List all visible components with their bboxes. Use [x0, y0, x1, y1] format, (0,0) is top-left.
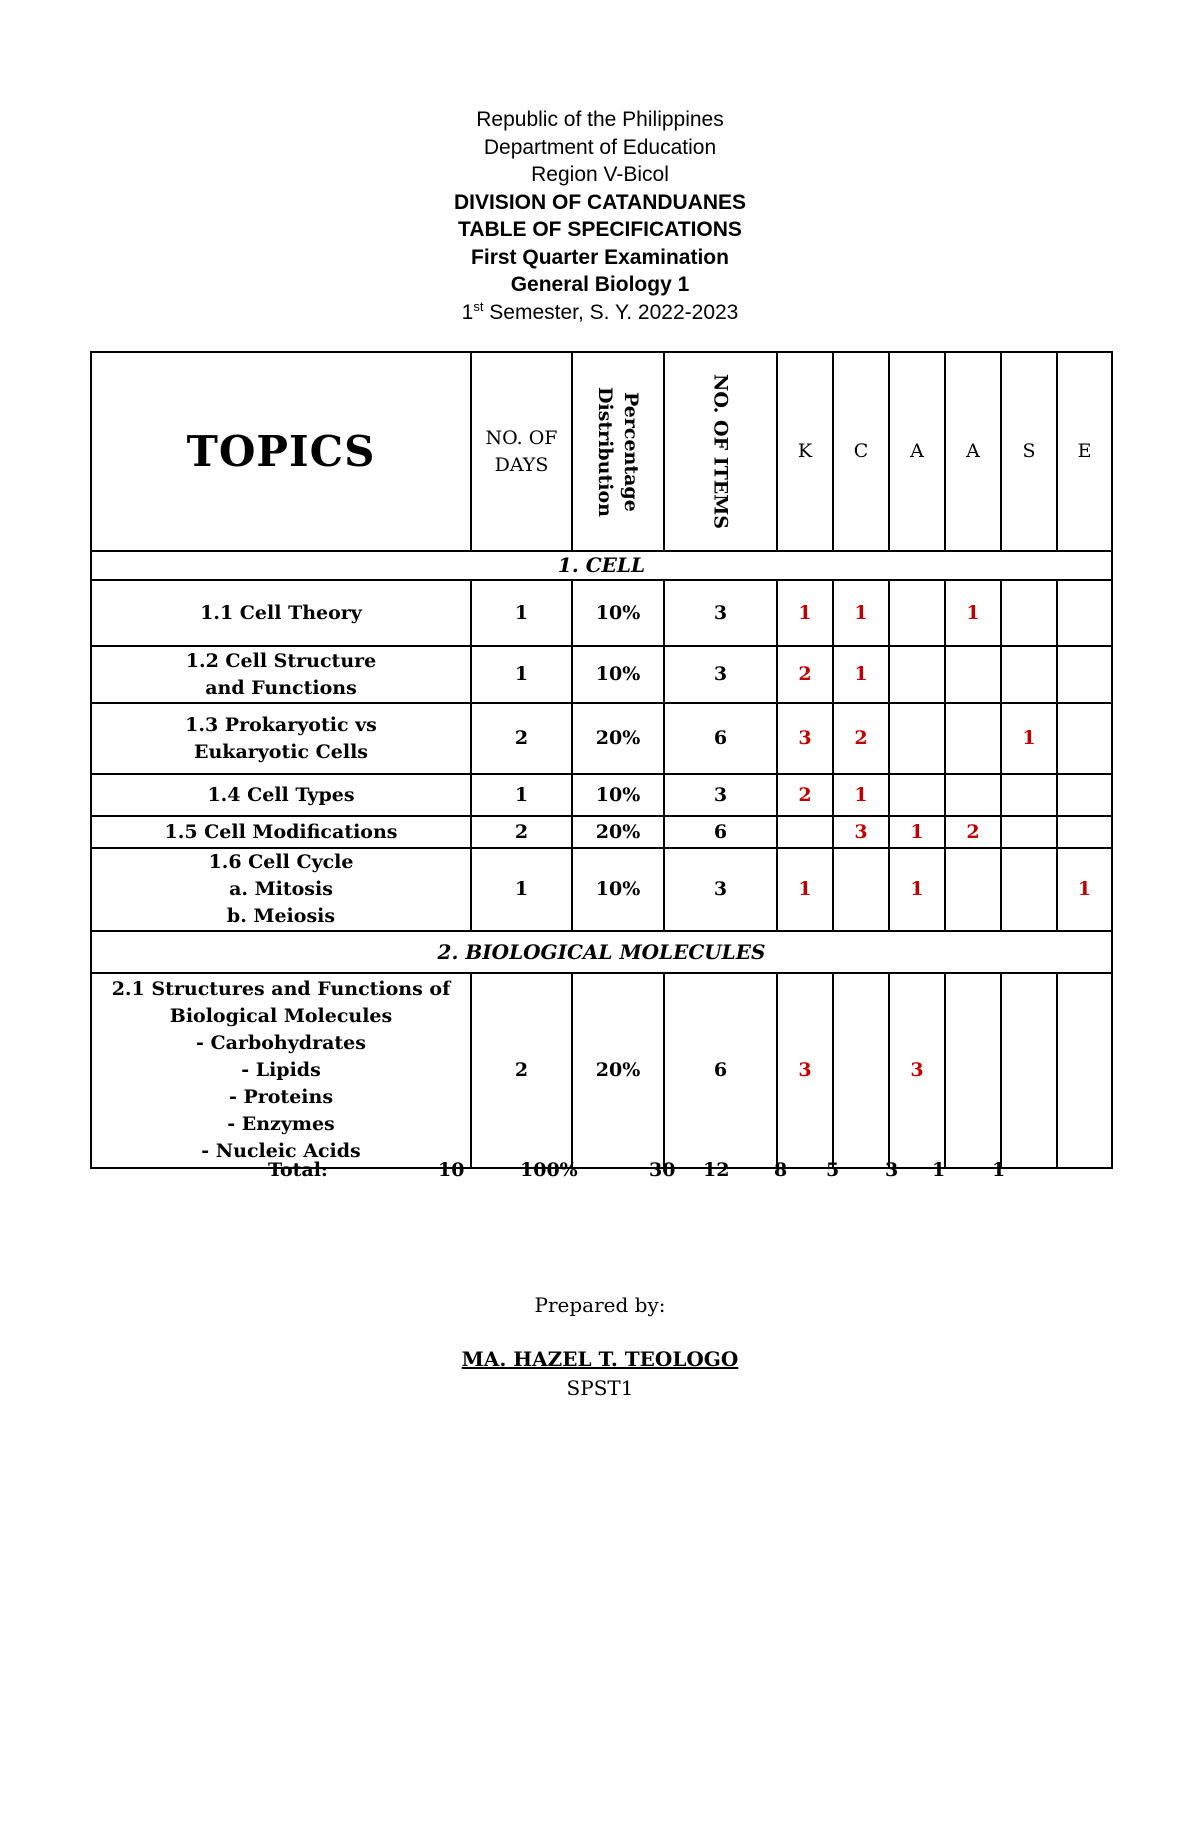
table-row	[91, 973, 1112, 1168]
e-cell	[1057, 580, 1112, 646]
a2-cell	[945, 848, 1001, 931]
totals-label: Total:	[268, 1159, 328, 1181]
header-division: DIVISION OF CATANDUANES	[453, 190, 747, 214]
k-cell: 1	[777, 580, 833, 646]
items-cell: 6	[664, 973, 777, 1168]
e-cell	[1057, 973, 1112, 1168]
header-republic: Republic of the Philippines	[476, 108, 724, 131]
topic-cell: 1.5 Cell Modifications	[91, 816, 471, 848]
a2-cell: 2	[945, 816, 1001, 848]
s-cell	[1001, 816, 1057, 848]
k-cell	[777, 816, 833, 848]
totals-items: 30	[649, 1159, 676, 1181]
a2-cell	[945, 973, 1001, 1168]
signer-position: SPST1	[566, 1376, 634, 1400]
totals-a2: 3	[885, 1159, 899, 1181]
topic-cell: 1.3 Prokaryotic vs Eukaryotic Cells	[91, 703, 471, 774]
items-cell: 3	[664, 580, 777, 646]
percent-cell: 10%	[572, 774, 664, 816]
s-cell	[1001, 646, 1057, 703]
items-cell: 6	[664, 703, 777, 774]
a2-cell	[945, 646, 1001, 703]
prepared-by-label: Prepared by:	[534, 1293, 666, 1317]
percent-cell: 10%	[572, 848, 664, 931]
header-subject: General Biology 1	[510, 273, 690, 296]
topic-cell: 2.1 Structures and Functions of Biological Molecules - Carbohydrates - Lipids - Proteins - Enzymes - Nucleic Acids	[91, 973, 471, 1168]
a2-cell: 1	[945, 580, 1001, 646]
items-cell: 3	[664, 774, 777, 816]
k-cell: 3	[777, 703, 833, 774]
header-department: Department of Education	[483, 135, 717, 159]
a1-cell: 1	[889, 816, 945, 848]
a2-header: A	[945, 352, 1001, 551]
header-exam: First Quarter Examination	[471, 245, 729, 269]
signer-name: MA. HAZEL T. TEOLOGO	[461, 1347, 739, 1371]
days-cell: 2	[471, 973, 572, 1168]
k-cell: 3	[777, 973, 833, 1168]
percent-cell: 10%	[572, 646, 664, 703]
table-row	[91, 848, 1112, 931]
k-cell: 1	[777, 848, 833, 931]
c-cell: 1	[833, 774, 889, 816]
c-cell: 2	[833, 703, 889, 774]
topics-header: TOPICS	[91, 352, 471, 551]
s-header: S	[1001, 352, 1057, 551]
topic-cell: 1.1 Cell Theory	[91, 580, 471, 646]
days-cell: 2	[471, 816, 572, 848]
totals-e: 1	[992, 1159, 1006, 1181]
percent-cell: 20%	[572, 973, 664, 1168]
e-cell	[1057, 703, 1112, 774]
k-cell: 2	[777, 774, 833, 816]
c-header: C	[833, 352, 889, 551]
percentage-header: Percentage Distribution	[572, 352, 664, 551]
c-cell: 1	[833, 646, 889, 703]
k-cell: 2	[777, 646, 833, 703]
section-row	[91, 551, 1112, 580]
days-header: NO. OF DAYS	[471, 352, 572, 551]
a1-cell: 3	[889, 973, 945, 1168]
header-semester: 1st Semester, S. Y. 2022-2023	[461, 298, 739, 324]
percent-cell: 20%	[572, 703, 664, 774]
table-row	[91, 703, 1112, 774]
a2-cell	[945, 774, 1001, 816]
totals-k: 12	[703, 1159, 730, 1181]
days-cell: 1	[471, 646, 572, 703]
s-cell: 1	[1001, 703, 1057, 774]
e-cell	[1057, 816, 1112, 848]
c-cell	[833, 973, 889, 1168]
a1-cell	[889, 703, 945, 774]
totals-c: 8	[774, 1159, 788, 1181]
table-row	[91, 774, 1112, 816]
totals-row	[0, 1159, 1200, 1189]
days-cell: 1	[471, 848, 572, 931]
table-row	[91, 646, 1112, 703]
header-row	[91, 352, 1112, 551]
topic-cell: 1.4 Cell Types	[91, 774, 471, 816]
e-header: E	[1057, 352, 1112, 551]
totals-a1: 5	[826, 1159, 840, 1181]
topic-cell: 1.2 Cell Structure and Functions	[91, 646, 471, 703]
percent-cell: 20%	[572, 816, 664, 848]
document-header	[0, 106, 1200, 326]
s-cell	[1001, 973, 1057, 1168]
header-title: TABLE OF SPECIFICATIONS	[458, 218, 742, 241]
c-cell	[833, 848, 889, 931]
items-cell: 3	[664, 848, 777, 931]
a1-cell	[889, 774, 945, 816]
days-cell: 1	[471, 580, 572, 646]
topic-cell: 1.6 Cell Cycle a. Mitosis b. Meiosis	[91, 848, 471, 931]
c-cell: 3	[833, 816, 889, 848]
table-row	[91, 580, 1112, 646]
k-header: K	[777, 352, 833, 551]
a-header: A	[889, 352, 945, 551]
section-row	[91, 931, 1112, 973]
e-cell	[1057, 774, 1112, 816]
c-cell: 1	[833, 580, 889, 646]
e-cell	[1057, 646, 1112, 703]
items-cell: 6	[664, 816, 777, 848]
section-title: 2. BIOLOGICAL MOLECULES	[91, 931, 1112, 973]
totals-percent: 100%	[520, 1159, 578, 1181]
header-region: Region V-Bicol	[531, 163, 669, 186]
items-header: NO. OF ITEMS	[664, 352, 777, 551]
section-title: 1. CELL	[91, 551, 1112, 580]
percent-cell: 10%	[572, 580, 664, 646]
table-row	[91, 816, 1112, 848]
days-cell: 1	[471, 774, 572, 816]
a1-cell: 1	[889, 848, 945, 931]
a1-cell	[889, 646, 945, 703]
s-cell	[1001, 848, 1057, 931]
a1-cell	[889, 580, 945, 646]
totals-s: 1	[932, 1159, 946, 1181]
s-cell	[1001, 774, 1057, 816]
totals-days: 10	[438, 1159, 465, 1181]
s-cell	[1001, 580, 1057, 646]
items-cell: 3	[664, 646, 777, 703]
e-cell: 1	[1057, 848, 1112, 931]
days-cell: 2	[471, 703, 572, 774]
a2-cell	[945, 703, 1001, 774]
specifications-table	[90, 351, 1113, 1169]
